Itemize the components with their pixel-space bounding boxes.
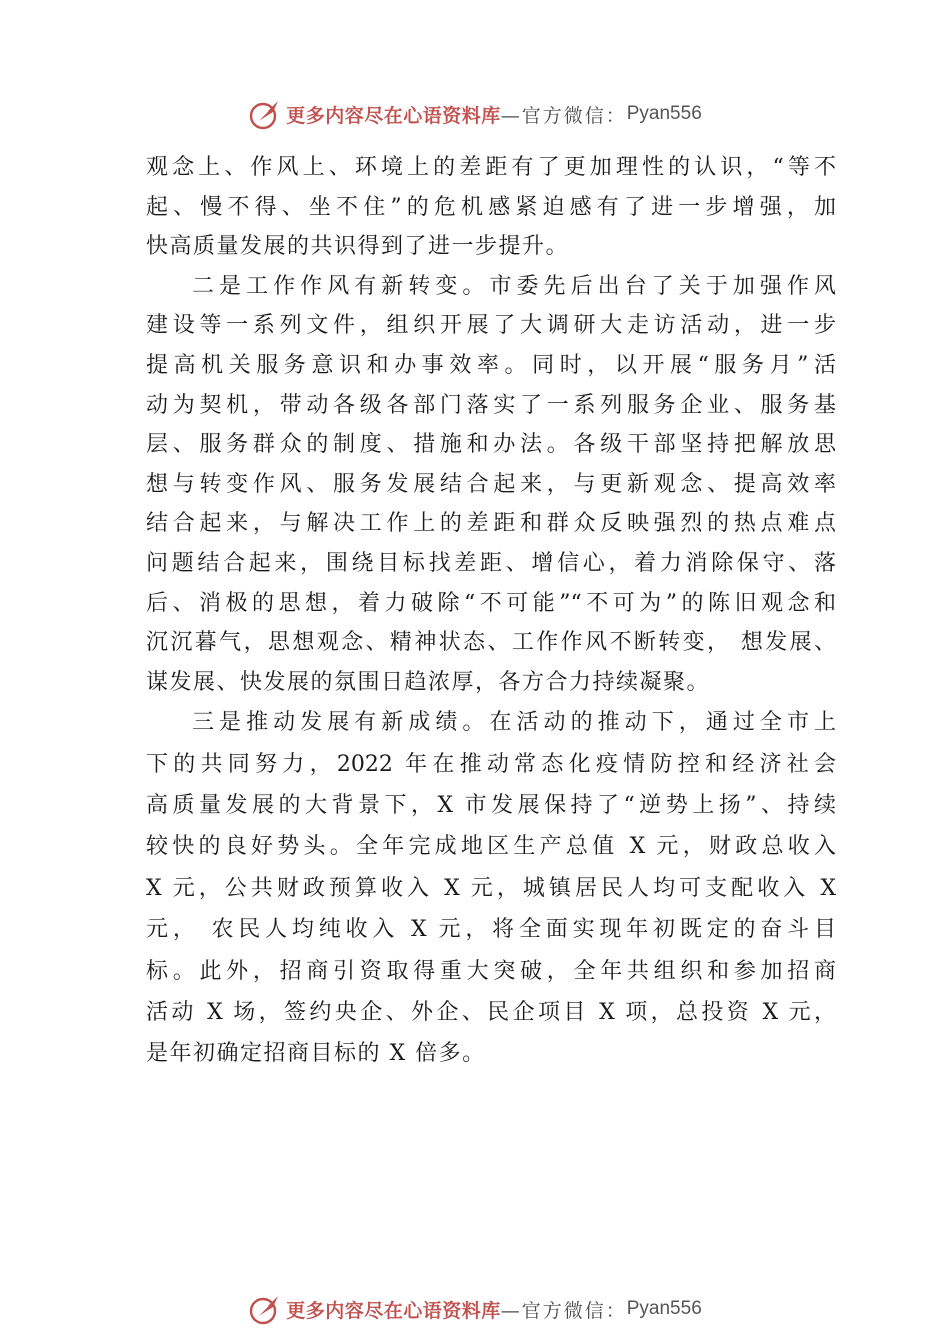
text-line: 高质量发展的大背景下，X 市发展保持了“逆势上扬”、持续 — [146, 793, 836, 819]
text-line: 二是工作作风有新转变。市委先后出台了关于加强作风 — [192, 273, 836, 299]
text-line: X 元，公共财政预算收入 X 元，城镇居民人均可支配收入 X — [146, 875, 836, 901]
text-line: 想与转变作风、服务发展结合起来，与更新观念、提高效率 — [146, 471, 836, 497]
quill-logo-icon — [248, 97, 282, 131]
footer-watermark — [0, 1289, 950, 1329]
text-line: 元， 农民人均纯收入 X 元，将全面实现年初既定的奋斗目 — [146, 917, 836, 943]
text-line: 后、消极的思想，着力破除“不可能”“不可为”的陈旧观念和 — [146, 590, 836, 616]
text-line: 建设等一系列文件，组织开展了大调研大走访活动，进一步 — [146, 313, 836, 339]
text-line: 活动 X 场，签约央企、外企、民企项目 X 项，总投资 X 元， — [146, 1000, 836, 1026]
text-line: 层、服务群众的制度、措施和办法。各级干部坚持把解放思 — [146, 432, 836, 458]
watermark-library-text: 更多内容尽在心语资料库 — [286, 104, 501, 127]
text-line: 沉沉暮气，思想观念、精神状态、工作作风不断转变， 想发展、 — [146, 630, 836, 656]
text-line: 下的共同努力，2022 年在推动常态化疫情防控和经济社会 — [146, 751, 836, 777]
document-body — [146, 148, 836, 1075]
text-line: 是年初确定招商目标的 X 倍多。 — [146, 1041, 486, 1067]
watermark-handle-text: Pyan556 — [626, 1298, 702, 1319]
watermark-official-text: —官方微信： — [500, 1299, 627, 1322]
text-line: 结合起来，与解决工作上的差距和群众反映强烈的热点难点 — [146, 511, 836, 537]
watermark-library-text: 更多内容尽在心语资料库 — [286, 1299, 501, 1322]
text-line: 标。此外，招商引资取得重大突破，全年共组织和参加招商 — [146, 958, 836, 984]
quill-logo-icon — [248, 1292, 282, 1326]
text-line: 观念上、作风上、环境上的差距有了更加理性的认识，“等不 — [146, 155, 836, 180]
text-line: 提高机关服务意识和办事效率。同时，以开展“服务月”活 — [146, 352, 836, 378]
text-line: 快高质量发展的共识得到了进一步提升。 — [146, 234, 570, 260]
text-line: 起、慢不得、坐不住”的危机感紧迫感有了进一步增强，加 — [146, 194, 836, 220]
text-line: 谋发展、快发展的氛围日趋浓厚，各方合力持续凝聚。 — [146, 669, 711, 695]
text-line: 较快的良好势头。全年完成地区生产总值 X 元，财政总收入 — [146, 834, 836, 860]
text-line: 动为契机，带动各级各部门落实了一系列服务企业、服务基 — [146, 392, 836, 418]
text-line: 问题结合起来，围绕目标找差距、增信心，着力消除保守、落 — [146, 550, 836, 576]
header-watermark — [0, 94, 950, 134]
text-line: 三是推动发展有新成绩。在活动的推动下，通过全市上 — [192, 710, 836, 736]
watermark-official-text: —官方微信： — [500, 104, 627, 127]
watermark-handle-text: Pyan556 — [626, 103, 702, 124]
